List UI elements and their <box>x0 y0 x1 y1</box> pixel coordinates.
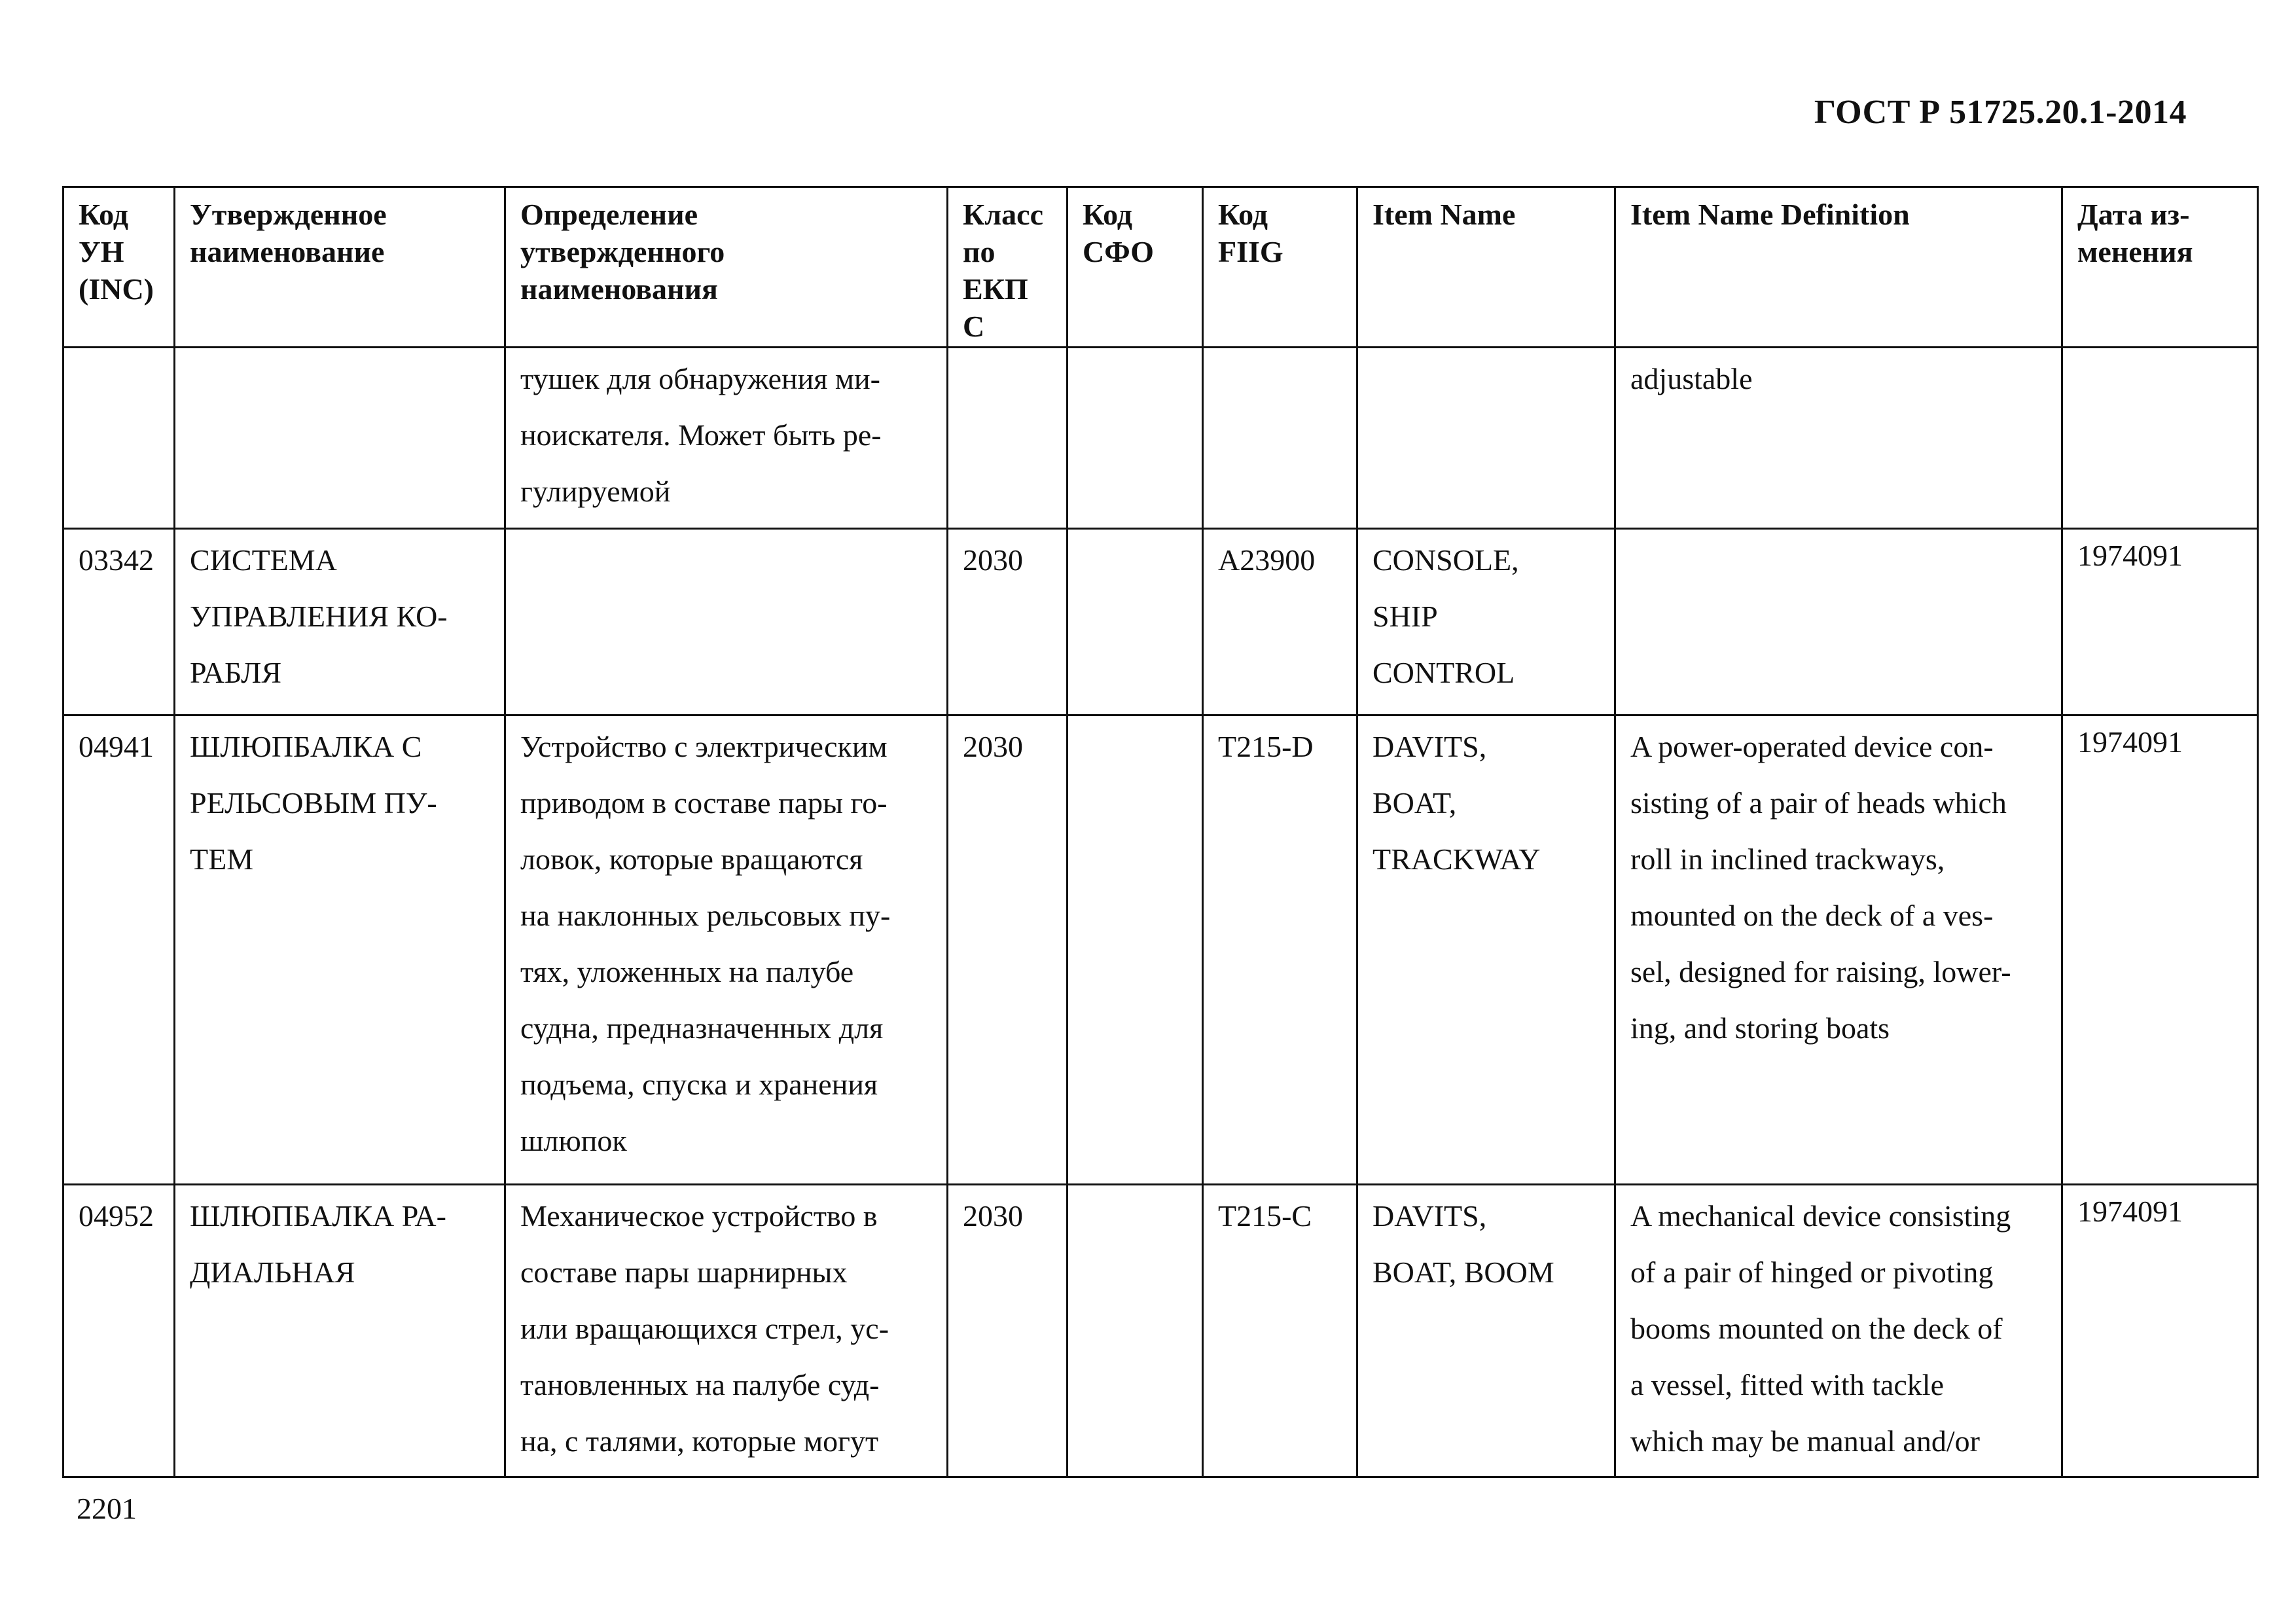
cell-change-date: 1974091 <box>2062 715 2258 1185</box>
column-header-sfo-code: Код СФО <box>1067 187 1203 348</box>
cell-change-date: 1974091 <box>2062 1185 2258 1477</box>
cell-class: 2030 <box>948 715 1067 1185</box>
table-row <box>63 715 2258 1185</box>
cell-approved-name: СИСТЕМА УПРАВЛЕНИЯ КО- РАБЛЯ <box>175 529 505 715</box>
cell-change-date: 1974091 <box>2062 529 2258 715</box>
table-row <box>63 348 2258 529</box>
cell-sfo-code <box>1067 348 1203 529</box>
cell-inc-code: 03342 <box>63 529 175 715</box>
cell-class <box>948 348 1067 529</box>
cell-class: 2030 <box>948 1185 1067 1477</box>
column-header-fiig-code: Код FIIG <box>1203 187 1357 348</box>
column-header-item-name: Item Name <box>1357 187 1615 348</box>
cell-name-definition: тушек для обнаружения ми- ноискателя. Может быть ре- гулируемой <box>505 348 948 529</box>
cell-class: 2030 <box>948 529 1067 715</box>
cell-approved-name: ШЛЮПБАЛКА РА- ДИАЛЬНАЯ <box>175 1185 505 1477</box>
column-header-name-definition: Определение утвержденного наименования <box>505 187 948 348</box>
cell-name-definition: Механическое устройство в составе пары шарнирных или вращающихся стрел, ус- тановленных на палубе суд- на, с талями, которые могут <box>505 1185 948 1477</box>
cell-fiig-code: A23900 <box>1203 529 1357 715</box>
cell-sfo-code <box>1067 715 1203 1185</box>
cell-item-name <box>1357 348 1615 529</box>
page-number: 2201 <box>77 1492 137 1525</box>
cell-sfo-code <box>1067 1185 1203 1477</box>
cell-sfo-code <box>1067 529 1203 715</box>
cell-inc-code <box>63 348 175 529</box>
cell-inc-code: 04952 <box>63 1185 175 1477</box>
column-header-approved-name: Утвержденное наименование <box>175 187 505 348</box>
item-names-table <box>62 186 2259 1478</box>
column-header-class: Класс по ЕКП С <box>948 187 1067 348</box>
column-header-change-date: Дата из- менения <box>2062 187 2258 348</box>
cell-change-date <box>2062 348 2258 529</box>
cell-inc-code: 04941 <box>63 715 175 1185</box>
table-row <box>63 529 2258 715</box>
standard-designation: ГОСТ Р 51725.20.1-2014 <box>1814 94 2187 131</box>
cell-item-name: DAVITS, BOAT, BOOM <box>1357 1185 1615 1477</box>
cell-fiig-code: T215-D <box>1203 715 1357 1185</box>
table-row <box>63 1185 2258 1477</box>
cell-item-name-definition: A power-operated device con- sisting of a pair of heads which roll in inclined trackways, mounted on the deck of a ves- sel, designed for raising, lower- ing, and storing boats <box>1615 715 2062 1185</box>
cell-item-name-definition <box>1615 529 2062 715</box>
cell-name-definition: Устройство с электрическим приводом в составе пары го- ловок, которые вращаются на наклонных рельсовых пу- тях, уложенных на палубе судна, предназначенных для подъема, спуска и хранения шлюпок <box>505 715 948 1185</box>
column-header-item-name-definition: Item Name Definition <box>1615 187 2062 348</box>
cell-item-name: DAVITS, BOAT, TRACKWAY <box>1357 715 1615 1185</box>
cell-name-definition <box>505 529 948 715</box>
cell-approved-name: ШЛЮПБАЛКА С РЕЛЬСОВЫМ ПУ- ТЕМ <box>175 715 505 1185</box>
cell-approved-name <box>175 348 505 529</box>
cell-item-name-definition: A mechanical device consisting of a pair of hinged or pivoting booms mounted on the deck of a vessel, fitted with tackle which may be manual and/or <box>1615 1185 2062 1477</box>
cell-fiig-code <box>1203 348 1357 529</box>
cell-item-name-definition: adjustable <box>1615 348 2062 529</box>
table-header-row <box>63 187 2258 348</box>
cell-item-name: CONSOLE, SHIP CONTROL <box>1357 529 1615 715</box>
cell-fiig-code: T215-C <box>1203 1185 1357 1477</box>
column-header-inc-code: Код УН (INC) <box>63 187 175 348</box>
